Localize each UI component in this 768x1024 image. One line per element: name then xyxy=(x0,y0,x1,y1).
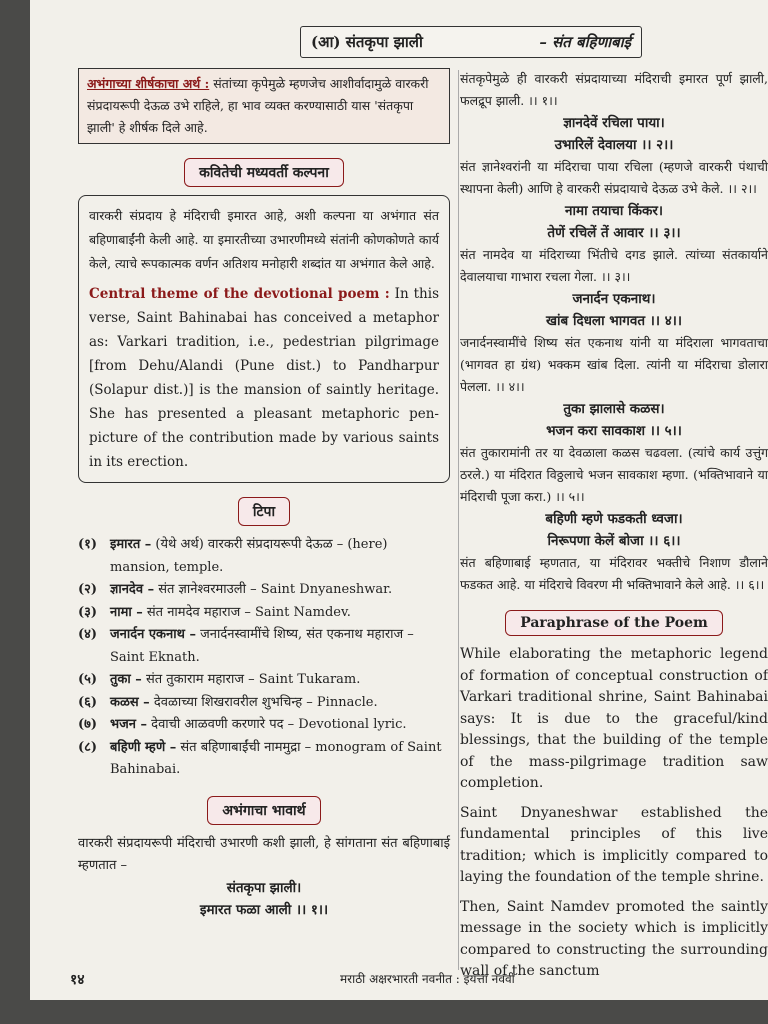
note-item: (८) बहिणी म्हणे – संत बहिणाबाईंची नाममुद्रा – monogram of Saint Bahinabai. xyxy=(78,739,442,777)
central-idea-marathi: वारकरी संप्रदाय हे मंदिराची इमारत आहे, अशी कल्पना या अभंगात संत बहिणाबाईंनी केली आहे. या इमारतीच्या उभारणीमध्ये संतांनी कोणकोणते कार्य केले, त्याचे रूपकात्मक वर्णन अतिशय मनोहारी शब्दांत या अभंगात केले आहे. xyxy=(89,208,439,271)
note-item: (२) ज्ञानदेव – संत ज्ञानेश्वरमाउली – Saint Dnyaneshwar. xyxy=(78,582,393,597)
central-theme-english xyxy=(89,282,439,474)
explanation-2: संत ज्ञानेश्वरांनी या मंदिराचा पाया रचिला (म्हणजे वारकरी पंथाची स्थापना केली) आणि हे वारकरी संप्रदायाचे देऊळ उभे केले. ।। २।। xyxy=(460,159,768,196)
paraphrase-1: While elaborating the metaphoric legend of formation of conceptual construction of Varkari traditional shrine, Saint Bahinabai says: It is due to the graceful/kind blessings, that the building of the temple of the mass-pilgrimage tradition saw completion. xyxy=(460,646,768,791)
note-item: (१) इमारत – (येथे अर्थ) वारकरी संप्रदायरूपी देऊळ – (here) mansion, temple. xyxy=(78,537,388,575)
central-idea-heading: कवितेची मध्यवर्ती कल्पना xyxy=(184,158,344,187)
paraphrase-heading: Paraphrase of the Poem xyxy=(505,610,723,636)
page-number: १४ xyxy=(70,972,85,988)
verse-line: इमारत फळा आली ।। १।। xyxy=(199,901,329,918)
verse-line: बहिणी म्हणे फडकती ध्वजा। xyxy=(545,511,683,527)
verse-line: खांब दिधला भागवत ।। ४।। xyxy=(546,313,682,329)
title-meaning-box xyxy=(78,68,450,144)
note-item: (७) भजन – देवाची आळवणी करणारे पद – Devotional lyric. xyxy=(78,717,407,732)
paraphrase-2: Saint Dnyaneshwar established the fundamental principles of this live tradition; which is implicitly compared to laying the foundation of the temple shrine. xyxy=(460,804,768,885)
note-item: (४) जनार्दन एकनाथ – जनार्दनस्वामींचे शिष्य, संत एकनाथ महाराज – Saint Eknath. xyxy=(78,627,414,665)
note-item: (५) तुका – संत तुकाराम महाराज – Saint Tukaram. xyxy=(78,672,361,687)
verse-line: उभारिलें देवालया ।। २।। xyxy=(554,137,674,153)
note-item: (६) कळस – देवळाच्या शिखरावरील शुभचिन्ह – Pinnacle. xyxy=(78,694,378,710)
explanation-4: जनार्दनस्वामींचे शिष्य संत एकनाथ यांनी या मंदिराला भागवताचा (भागवत हा ग्रंथ) भक्कम खांब दिला. त्यांनी या मंदिराचा डोलारा पेलला. ।। ४।। xyxy=(460,335,768,394)
poem-title-box xyxy=(300,26,642,58)
central-idea-box xyxy=(78,195,450,483)
central-theme-text: In this verse, Saint Bahinabai has conceived a metaphor as: Varkari tradition, i.e., pedestrian pilgrimage [from Dehu/Alandi (Pune dist.) to Pandharpur (Solapur dist.)] is the mansion of saintly heritage. She has presented a pleasant metaphoric pen-picture of the contribution made by various saints in its erection. xyxy=(89,286,439,470)
book-page xyxy=(30,0,768,1000)
verse-line: ज्ञानदेवें रचिला पाया। xyxy=(563,115,665,131)
verse-line: तेणें रचिलें तें आवार ।। ३।। xyxy=(547,225,681,241)
verse-line: निरूपणा केलें बोजा ।। ६।। xyxy=(547,533,681,549)
title-meaning-text: संतांच्या कृपेमुळे म्हणजेच आशीर्वादामुळे वारकरी संप्रदायरूपी देऊळ उभे राहिले, हा भाव व्यक्त करण्यासाठी यास 'संतकृपा झाली' हे शीर्षक दिले आहे. xyxy=(87,76,429,135)
explanation-3: संत नामदेव या मंदिराच्या भिंतीचे दगड झाले. त्यांच्या संतकार्याने देवालयाचा गाभारा रचला गेला. ।। ३।। xyxy=(460,247,768,284)
note-item: (३) नामा – संत नामदेव महाराज – Saint Namdev. xyxy=(78,604,351,620)
title-meaning-heading: अभंगाच्या शीर्षकाचा अर्थ : xyxy=(87,76,210,91)
bhavarth-intro: वारकरी संप्रदायरूपी मंदिराची उभारणी कशी झाली, हे सांगताना संत बहिणाबाई म्हणतात – xyxy=(78,835,450,873)
left-column xyxy=(78,68,450,921)
explanation-5: संत तुकारामांनी तर या देवळाला कळस चढवला. (त्यांचे कार्य उत्तुंग ठरले.) या मंदिरात विठ्ठलाचे भजन सावकाश म्हणा. (भक्तिभावाने या मंदिराची पूजा करा.) ।। ५।। xyxy=(460,445,768,504)
explanation-1: संतकृपेमुळे ही वारकरी संप्रदायाच्या मंदिराची इमारत पूर्ण झाली, फलद्रूप झाली. ।। १।। xyxy=(460,71,768,108)
poem-author: – संत बहिणाबाई xyxy=(539,33,631,51)
poem-title: (आ) संतकृपा झाली xyxy=(311,33,423,51)
notes-list xyxy=(78,534,450,782)
right-column xyxy=(460,68,768,983)
central-theme-heading: Central theme of the devotional poem : xyxy=(89,286,390,302)
book-footer: मराठी अक्षरभारती नवनीत : इयत्ता नववी xyxy=(340,972,515,986)
notes-heading: टिपा xyxy=(238,497,290,526)
bhavarth-heading: अभंगाचा भावार्थ xyxy=(207,796,320,825)
explanation-6: संत बहिणाबाई म्हणतात, या मंदिरावर भक्तीचे निशाण डौलाने फडकत आहे. या मंदिराचे विवरण मी भक्तिभावाने केले आहे. ।। ६।। xyxy=(460,555,768,592)
verse-line: तुका झालासे कळस। xyxy=(563,401,665,417)
verse-line: भजन करा सावकाश ।। ५।। xyxy=(546,423,682,439)
verse-line: जनार्दन एकनाथ। xyxy=(572,291,656,307)
verse-line: नामा तयाचा किंकर। xyxy=(565,203,663,219)
paraphrase-3: Then, Saint Namdev promoted the saintly message in the society which is implicitly compared to constructing the surrounding wall of the sanctum xyxy=(460,898,768,979)
verse-line: संतकृपा झाली। xyxy=(226,879,302,896)
column-divider xyxy=(458,70,459,970)
